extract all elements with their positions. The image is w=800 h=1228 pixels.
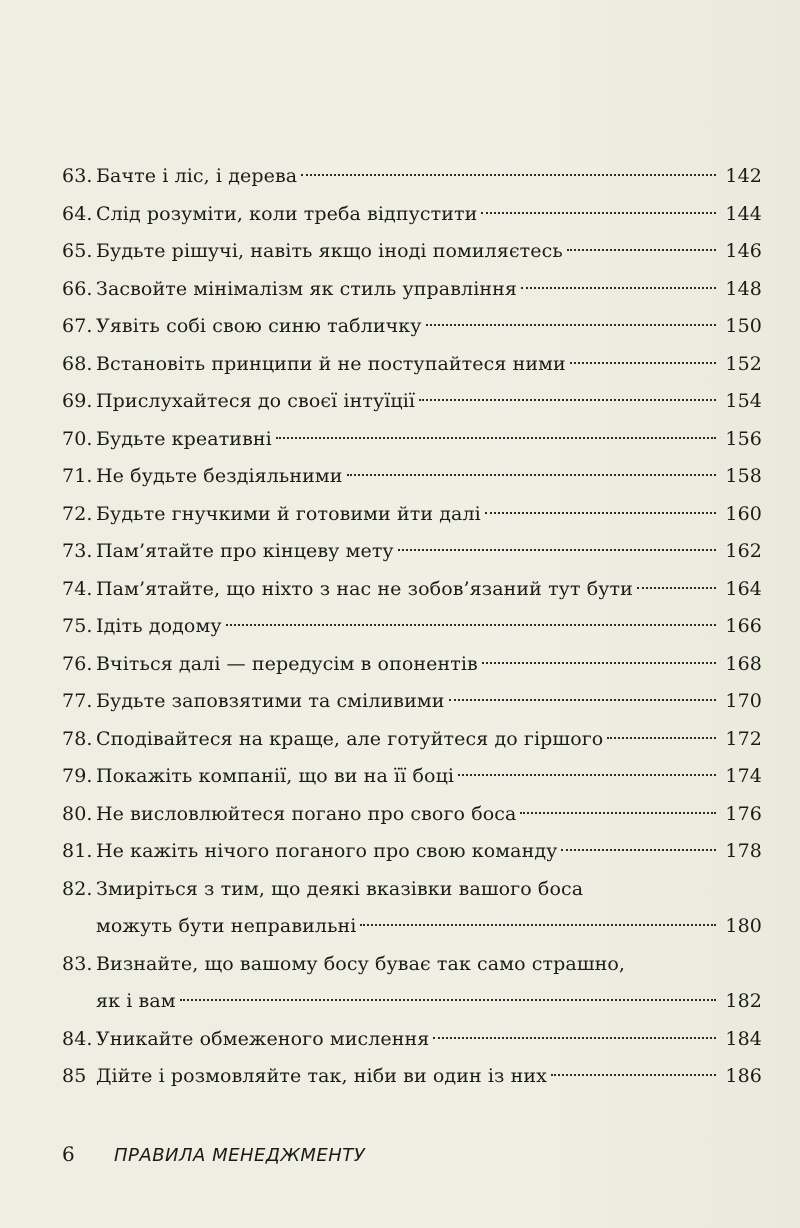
toc-entry-title: Не висловлюйтеся погано про свого боса (96, 802, 517, 825)
toc-entry-title: Засвойте мінімалізм як стиль управління (96, 277, 517, 300)
toc-entry (62, 383, 762, 421)
dot-leader (419, 399, 716, 401)
toc-entry-title: Прислухайтеся до своєї інтуїції (96, 390, 416, 412)
toc-entry-number: 65. (62, 240, 93, 262)
toc-entry (62, 946, 762, 1021)
toc-entry-number: 84. (62, 1027, 93, 1050)
toc-entry-number: 75. (62, 615, 93, 637)
toc-entry (62, 271, 762, 309)
toc-entry-page: 184 (725, 1027, 762, 1050)
toc-entry-page: 148 (725, 277, 762, 300)
toc-entry-number: 64. (62, 202, 93, 225)
toc-entry-number: 76. (62, 652, 93, 675)
page-number: 6 (62, 1142, 75, 1166)
toc-entry-title: Пам’ятайте, що ніхто з нас не зобов’язаний тут бути (96, 577, 633, 600)
toc-entry-title: Будьте заповзятими та сміливими (96, 690, 445, 712)
toc-entry-page: 162 (725, 540, 762, 562)
toc-entry-number: 72. (62, 502, 93, 525)
toc-entry-title: Уявіть собі свою синю табличку (96, 315, 422, 337)
toc-entry-number: 79. (62, 765, 93, 787)
toc-entry (62, 346, 762, 384)
toc-entry-page: 156 (725, 427, 762, 450)
toc-entry-page: 160 (725, 502, 762, 525)
dot-leader (521, 287, 716, 289)
toc-entry-page: 152 (725, 352, 762, 375)
dot-leader (637, 587, 716, 589)
dot-leader (426, 324, 716, 326)
toc-entry-title: Не будьте бездіяльними (96, 465, 343, 487)
toc-entry (62, 571, 762, 609)
toc-entry-number: 69. (62, 390, 93, 412)
toc-entry (62, 421, 762, 459)
toc-entry-number: 83. (62, 952, 93, 975)
toc-entry-page: 142 (725, 165, 762, 187)
toc-entry (62, 833, 762, 871)
toc-entry-number: 71. (62, 465, 93, 487)
dot-leader (360, 924, 716, 926)
toc-entry (62, 683, 762, 721)
toc-entry-title: Не кажіть нічого поганого про свою команду (96, 840, 558, 862)
toc-entry-page: 168 (725, 652, 762, 675)
dot-leader (485, 512, 716, 514)
toc-entry-page: 172 (725, 727, 762, 750)
toc-entry-title: Сподівайтеся на краще, але готуйтеся до гіршого (96, 727, 604, 750)
toc-entry-page: 180 (725, 915, 762, 937)
toc-entry-title: Вчіться далі — передусім в опонентів (96, 652, 478, 675)
toc-entry-title: Визнайте, що вашому босу буває так само страшно, (96, 952, 626, 975)
toc-entry-page: 144 (725, 202, 762, 225)
toc-entry-title: Будьте креативні (96, 427, 272, 450)
toc-entry-title: Встановіть принципи й не поступайтеся ними (96, 352, 566, 375)
dot-leader (301, 174, 716, 176)
toc-entry-page: 150 (725, 315, 762, 337)
toc-entry (62, 233, 762, 271)
toc-entry-page: 176 (725, 802, 762, 825)
toc-entry-title: Покажіть компанії, що ви на її боці (96, 765, 455, 787)
toc-entry-title: Ідіть додому (96, 615, 222, 637)
toc-entry-number: 80. (62, 802, 93, 825)
toc-entry-title: як і вам (96, 990, 176, 1012)
toc-entry-page: 154 (725, 390, 762, 412)
table-of-contents (62, 158, 762, 1096)
toc-entry-number: 77. (62, 690, 93, 712)
dot-leader (398, 549, 716, 551)
toc-entry-page: 166 (725, 615, 762, 637)
dot-leader (481, 212, 716, 214)
dot-leader (567, 249, 716, 251)
dot-leader (180, 999, 716, 1001)
toc-entry-number: 73. (62, 540, 93, 562)
toc-entry (62, 608, 762, 646)
dot-leader (458, 774, 716, 776)
dot-leader (347, 474, 716, 476)
dot-leader (276, 437, 716, 439)
toc-entry (62, 158, 762, 196)
toc-entry (62, 758, 762, 796)
toc-entry-page: 164 (725, 577, 762, 600)
toc-entry-number: 81. (62, 840, 93, 862)
dot-leader (561, 849, 716, 851)
dot-leader (570, 362, 716, 364)
toc-entry (62, 646, 762, 684)
toc-entry (62, 796, 762, 834)
toc-entry-number: 68. (62, 352, 93, 375)
dot-leader (433, 1037, 716, 1039)
toc-entry-number: 74. (62, 577, 93, 600)
toc-entry-number: 85 (62, 1065, 87, 1087)
toc-entry-title: Будьте гнучкими й готовими йти далі (96, 502, 481, 525)
toc-entry-title: Бачте і ліс, і дерева (96, 165, 298, 187)
toc-entry-title: Пам’ятайте про кінцеву мету (96, 540, 394, 562)
toc-entry-page: 186 (725, 1065, 762, 1087)
toc-entry-title: Слід розуміти, коли треба відпустити (96, 202, 478, 225)
toc-entry (62, 533, 762, 571)
running-book-title: ПРАВИЛА МЕНЕДЖМЕНТУ (114, 1145, 366, 1166)
toc-entry (62, 1021, 762, 1059)
toc-entry-title: Будьте рішучі, навіть якщо іноді помиляєтесь (96, 240, 563, 262)
page-footer (62, 1142, 365, 1166)
toc-entry-title: Змиріться з тим, що деякі вказівки вашого боса (96, 877, 584, 900)
toc-entry-title: Уникайте обмеженого мислення (96, 1027, 430, 1050)
toc-entry (62, 1058, 762, 1096)
toc-entry-page: 178 (725, 840, 762, 862)
toc-entry-number: 70. (62, 427, 93, 450)
dot-leader (551, 1074, 716, 1076)
toc-entry-page: 170 (725, 690, 762, 712)
toc-entry (62, 496, 762, 534)
dot-leader (482, 662, 716, 664)
dot-leader (607, 737, 716, 739)
dot-leader (226, 624, 716, 626)
toc-entry-number: 66. (62, 277, 93, 300)
toc-entry (62, 308, 762, 346)
toc-entry-number: 82. (62, 877, 93, 900)
toc-entry (62, 458, 762, 496)
toc-entry-number: 63. (62, 165, 93, 187)
dot-leader (449, 699, 717, 701)
toc-entry-page: 158 (725, 465, 762, 487)
toc-entry-page: 174 (725, 765, 762, 787)
toc-entry-number: 78. (62, 727, 93, 750)
toc-entry (62, 196, 762, 234)
toc-entry-page: 182 (725, 990, 762, 1012)
toc-entry (62, 871, 762, 946)
toc-entry (62, 721, 762, 759)
toc-entry-title: можуть бути неправильні (96, 915, 357, 937)
toc-entry-title: Дійте і розмовляйте так, ніби ви один із них (96, 1065, 547, 1087)
toc-entry-number: 67. (62, 315, 93, 337)
toc-entry-page: 146 (725, 240, 762, 262)
dot-leader (520, 812, 716, 814)
